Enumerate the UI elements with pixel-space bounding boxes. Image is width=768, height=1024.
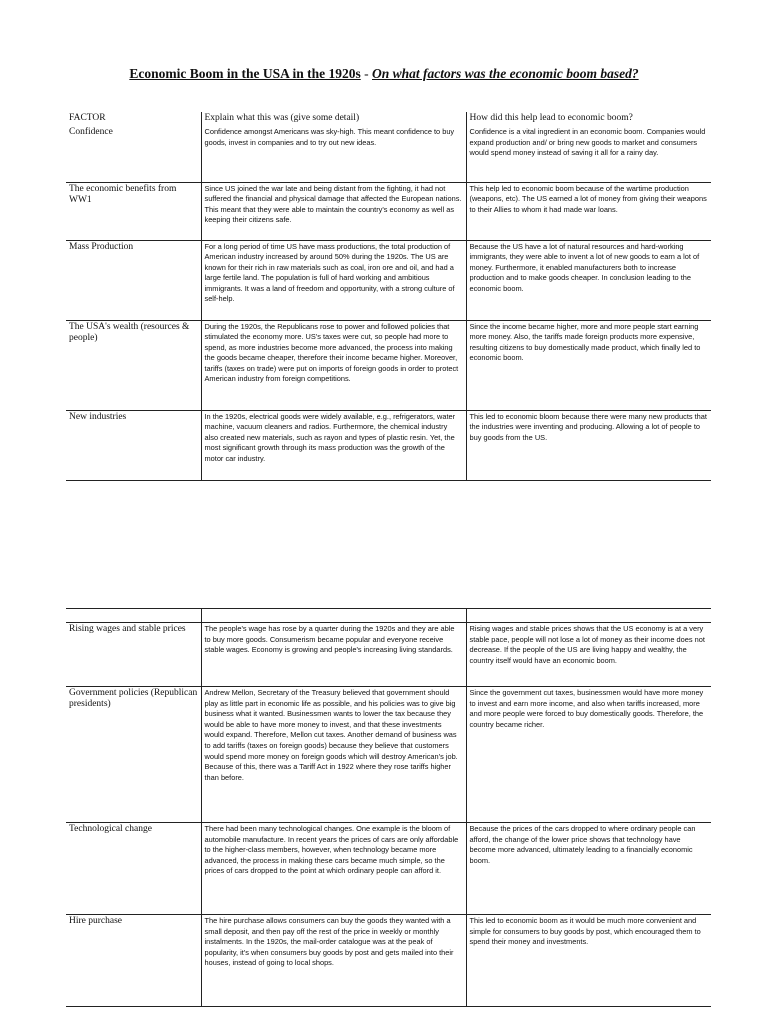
table-blank-row <box>66 609 711 623</box>
row-factor: Government policies (Republican presidents) <box>66 687 201 823</box>
table-row <box>66 687 711 823</box>
table-row <box>66 320 711 410</box>
table-row <box>66 410 711 480</box>
table-row <box>66 126 711 182</box>
table-row <box>66 182 711 240</box>
title-question: On what factors was the economic boom based? <box>372 66 639 81</box>
row-factor: The economic benefits from WW1 <box>66 182 201 240</box>
table-row <box>66 240 711 320</box>
row-how: Confidence is a vital ingredient in an economic boom. Companies would expand production and/ or bring new goods to market and consumers would spend money instead of saving it all for a rainy day. <box>466 126 711 182</box>
row-how: Rising wages and stable prices shows that the US economy is at a very stable pace, people will not lose a lot of money as their income does not decrease. If the people of the US are living happy and wealthy, the country itself would have an economic boom. <box>466 623 711 687</box>
table-header-row <box>66 112 711 126</box>
row-explain: The hire purchase allows consumers can buy the goods they wanted with a small deposit, and then pay off the rest of the price in weekly or monthly instalments. In the 1920s, the mail-order catalogue was at the peak of popularity, it's when consumers buy goods by post and gets mailed into their houses, instead of going to local shops. <box>201 915 466 1007</box>
row-factor: The USA's wealth (resources & people) <box>66 320 201 410</box>
row-how: Since the government cut taxes, businessmen would have more money to invest and earn more income, and also when tariffs increased, more and more people were forced to buy domestically goods. Therefore, the country became richer. <box>466 687 711 823</box>
table-row <box>66 623 711 687</box>
table-row <box>66 915 711 1007</box>
row-how: Since the income became higher, more and more people start earning more money. Also, the tariffs made foreign products more expensive, resulting citizens to buy domestically made product, which finally led to economic boom. <box>466 320 711 410</box>
document-title <box>0 66 768 82</box>
factors-table-page-2 <box>66 608 711 1007</box>
row-explain: Andrew Mellon, Secretary of the Treasury believed that government should play as little part in economic life as possible, and his policies was to give big business what it wanted. Businessmen wants to lower the tax because they would be able to have more money to invest, and that these investments would expand. Therefore, Mellon cut taxes. Another demand of business was to add tariffs (taxes on foreign goods) because they believe that customers would spend more money on foreign goods which will destroy American's job. Because of this, there was a Tariff Act in 1922 where they rose tariffs higher than before. <box>201 687 466 823</box>
table-row <box>66 823 711 915</box>
row-explain: Since US joined the war late and being distant from the fighting, it had not suffered the financial and physical damage that affected the European nations. This meant that they were able to maintain the country's economy as well as keeping their citizens safe. <box>201 182 466 240</box>
title-separator: - <box>360 66 372 81</box>
row-how: Because the US have a lot of natural resources and hard-working immigrants, they were able to invent a lot of new goods to earn a lot of money. Furthermore, it enabled manufacturers both to increase production and to make goods cheaper. In conclusion leading to the economic boom. <box>466 240 711 320</box>
row-explain: During the 1920s, the Republicans rose to power and followed policies that stimulated the economy more. US's taxes were cut, so people had more to spend, as more industries become more advanced, the process into making the goods became cheaper, therefore their income became higher. Moreover, tariffs (taxes on trade) were put on imports of foreign goods in order to protect American industry from foreign competitions. <box>201 320 466 410</box>
title-main: Economic Boom in the USA in the 1920s <box>129 66 361 81</box>
row-factor: New industries <box>66 410 201 480</box>
row-explain: There had been many technological changes. One example is the bloom of automobile manufacture. In recent years the prices of cars are only affordable to the higher-class members, however, when technology became more advanced, the process in making these cars became much simple, so the prices of cars dropped to the point at which ordinary people can afford it. <box>201 823 466 915</box>
row-explain: For a long period of time US have mass productions, the total production of American industry increased by around 50% during the 1920s. The US are known for their rich in raw materials such as coal, iron ore and oil, and had a large fertile land. The population is full of hard working and ambitious immigrants. It was a land of freedom and opportunity, with a strong culture of self-help. <box>201 240 466 320</box>
row-factor: Hire purchase <box>66 915 201 1007</box>
row-how: This led to economic boom as it would be much more convenient and simple for consumers to buy goods by post, which encouraged them to spend their money and investments. <box>466 915 711 1007</box>
row-explain: In the 1920s, electrical goods were widely available, e.g., refrigerators, water machine, vacuum cleaners and radios. Furthermore, the chemical industry also created new materials, such as rayon and types of plastic resin. Yet, the most significant growth through its mass production was the growth of the motor car industry. <box>201 410 466 480</box>
row-factor: Confidence <box>66 126 201 182</box>
row-factor: Technological change <box>66 823 201 915</box>
factors-table-page-1 <box>66 112 711 481</box>
row-factor: Mass Production <box>66 240 201 320</box>
row-explain: Confidence amongst Americans was sky-high. This meant confidence to buy goods, invest in companies and to try out new ideas. <box>201 126 466 182</box>
header-factor: FACTOR <box>69 113 106 123</box>
header-explain: Explain what this was (give some detail) <box>201 112 466 126</box>
row-how: Because the prices of the cars dropped to where ordinary people can afford, the change of the lower price shows that technology have become more advanced, ultimately leading to a financially economic boom. <box>466 823 711 915</box>
row-factor: Rising wages and stable prices <box>66 623 201 687</box>
row-explain: The people's wage has rose by a quarter during the 1920s and they are able to buy more goods. Consumerism became popular and everyone receive stable wages. Economy is growing and people's increasing living standards. <box>201 623 466 687</box>
row-how: This led to economic bloom because there were many new products that the industries were inventing and producing. Allowing a lot of people to buy goods from the US. <box>466 410 711 480</box>
header-how: How did this help lead to economic boom? <box>466 112 711 126</box>
row-how: This help led to economic boom because of the wartime production (weapons, etc). The US earned a lot of money from giving their weapons to their Allies to whom it had made war loans. <box>466 182 711 240</box>
